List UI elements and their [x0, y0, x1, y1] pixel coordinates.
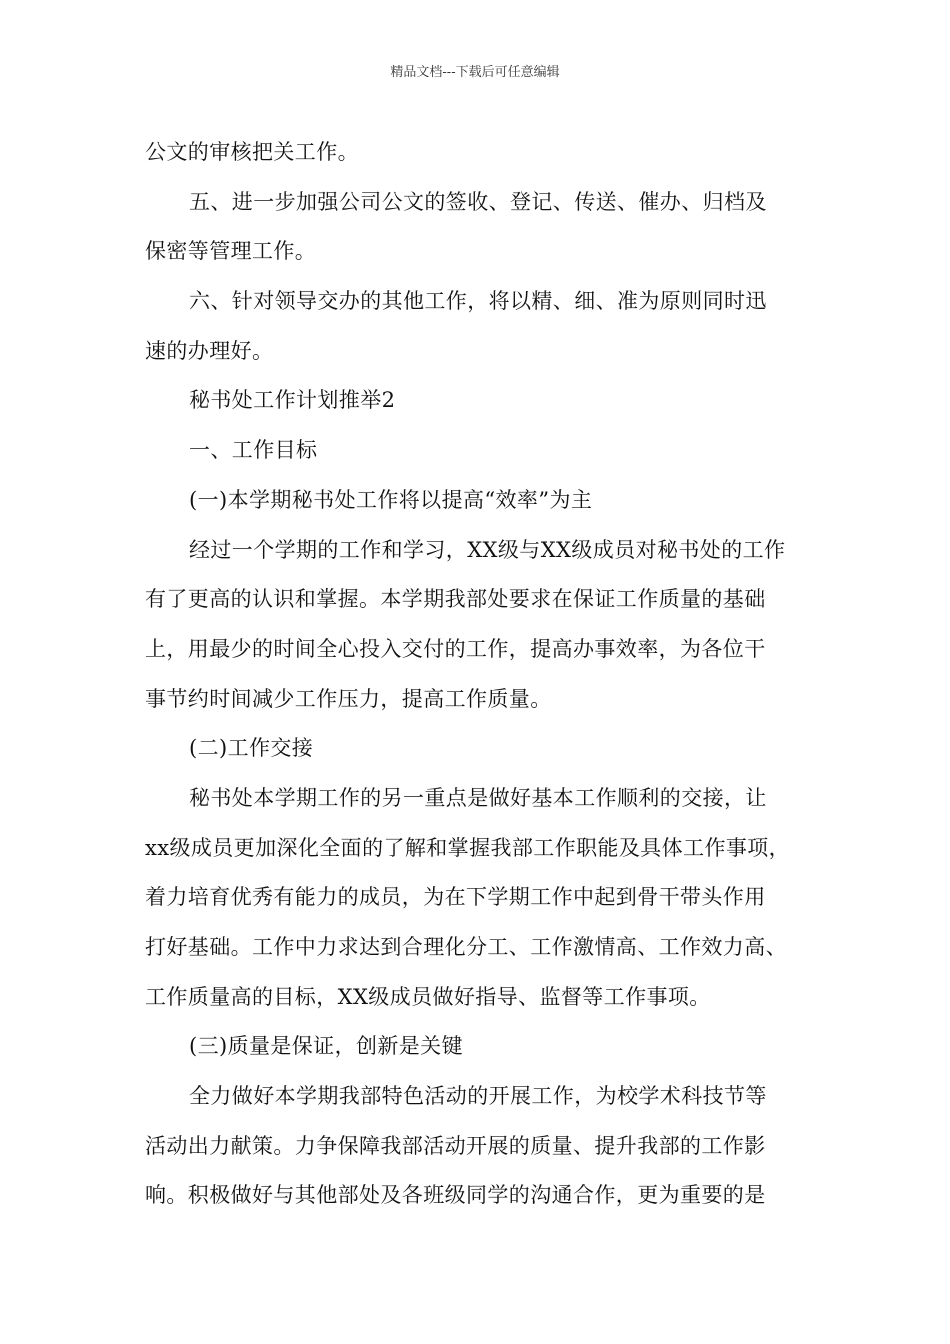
text-line: 经过一个学期的工作和学习，XX级与XX级成员对秘书处的工作 [189, 537, 786, 562]
text-line: 一、工作目标 [189, 438, 318, 463]
text-line: 活动出力献策。力争保障我部活动开展的质量、提升我部的工作影 [145, 1133, 766, 1158]
text-line: 保密等管理工作。 [145, 239, 317, 264]
text-line: xx级成员更加深化全面的了解和掌握我部工作职能及具体工作事项， [145, 835, 791, 860]
text-line: 速的办理好。 [145, 338, 274, 363]
text-line: 有了更高的认识和掌握。本学期我部处要求在保证工作质量的基础 [145, 587, 766, 612]
text-line: 上，用最少的时间全心投入交付的工作，提高办事效率，为各位干 [145, 636, 766, 661]
text-line: 六、针对领导交办的其他工作，将以精、细、准为原则同时迅 [189, 289, 767, 314]
text-line: (一)本学期秘书处工作将以提高“效率”为主 [189, 487, 593, 512]
text-line: 工作质量高的目标，XX级成员做好指导、监督等工作事项。 [145, 984, 711, 1009]
text-line: 秘书处工作计划推举2 [189, 388, 396, 413]
text-line: 打好基础。工作中力求达到合理化分工、工作激情高、工作效力高、 [145, 935, 787, 959]
text-line: 五、进一步加强公司公文的签收、登记、传送、催办、归档及 [189, 189, 767, 214]
text-line: 公文的审核把关工作。 [145, 140, 359, 164]
text-line: 响。积极做好与其他部处及各班级同学的沟通合作，更为重要的是 [145, 1183, 766, 1208]
page-header: 精品文档---下载后可任意编辑 [390, 65, 560, 80]
text-line: 全力做好本学期我部特色活动的开展工作，为校学术科技节等 [189, 1084, 767, 1109]
document-body [145, 128, 825, 1221]
text-line: (二)工作交接 [189, 736, 314, 761]
text-line: 着力培育优秀有能力的成员，为在下学期工作中起到骨干带头作用 [145, 885, 766, 910]
text-line: 秘书处本学期工作的另一重点是做好基本工作顺利的交接，让 [189, 785, 767, 810]
text-line: 事节约时间减少工作压力，提高工作质量。 [145, 686, 552, 711]
text-line: (三)质量是保证，创新是关键 [189, 1034, 463, 1059]
